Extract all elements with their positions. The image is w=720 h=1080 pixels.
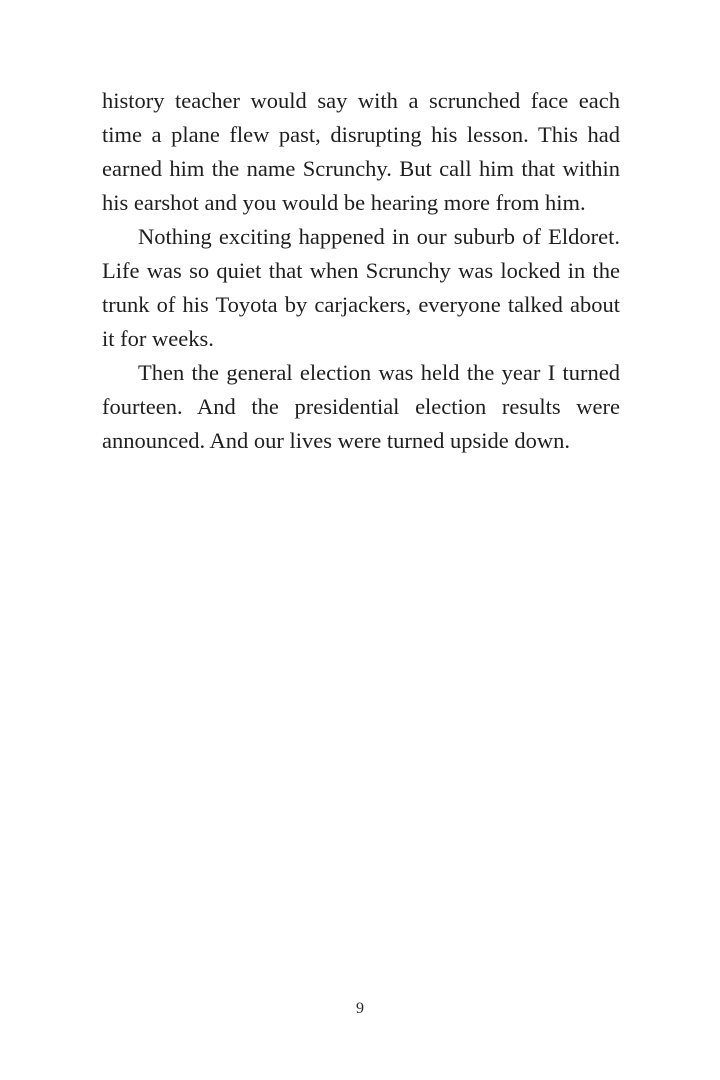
page-number: 9	[356, 1000, 364, 1017]
paragraph: Nothing exciting happened in our suburb of Eldoret. Life was so quiet that when Scrunchy was locked in the trunk of his Toyota by carjackers, everyone talked about it for weeks.	[102, 224, 620, 351]
paragraph-continued: history teacher would say with a scrunched face each time a plane flew past, disrupting his lesson. This had earned him the name Scrunchy. But call him that within his earshot and you would be hearing more from him.	[102, 88, 620, 215]
body-text	[102, 84, 620, 458]
paragraph: Then the general election was held the year I turned fourteen. And the presidential election results were announced. And our lives were turned upside down.	[102, 360, 620, 453]
